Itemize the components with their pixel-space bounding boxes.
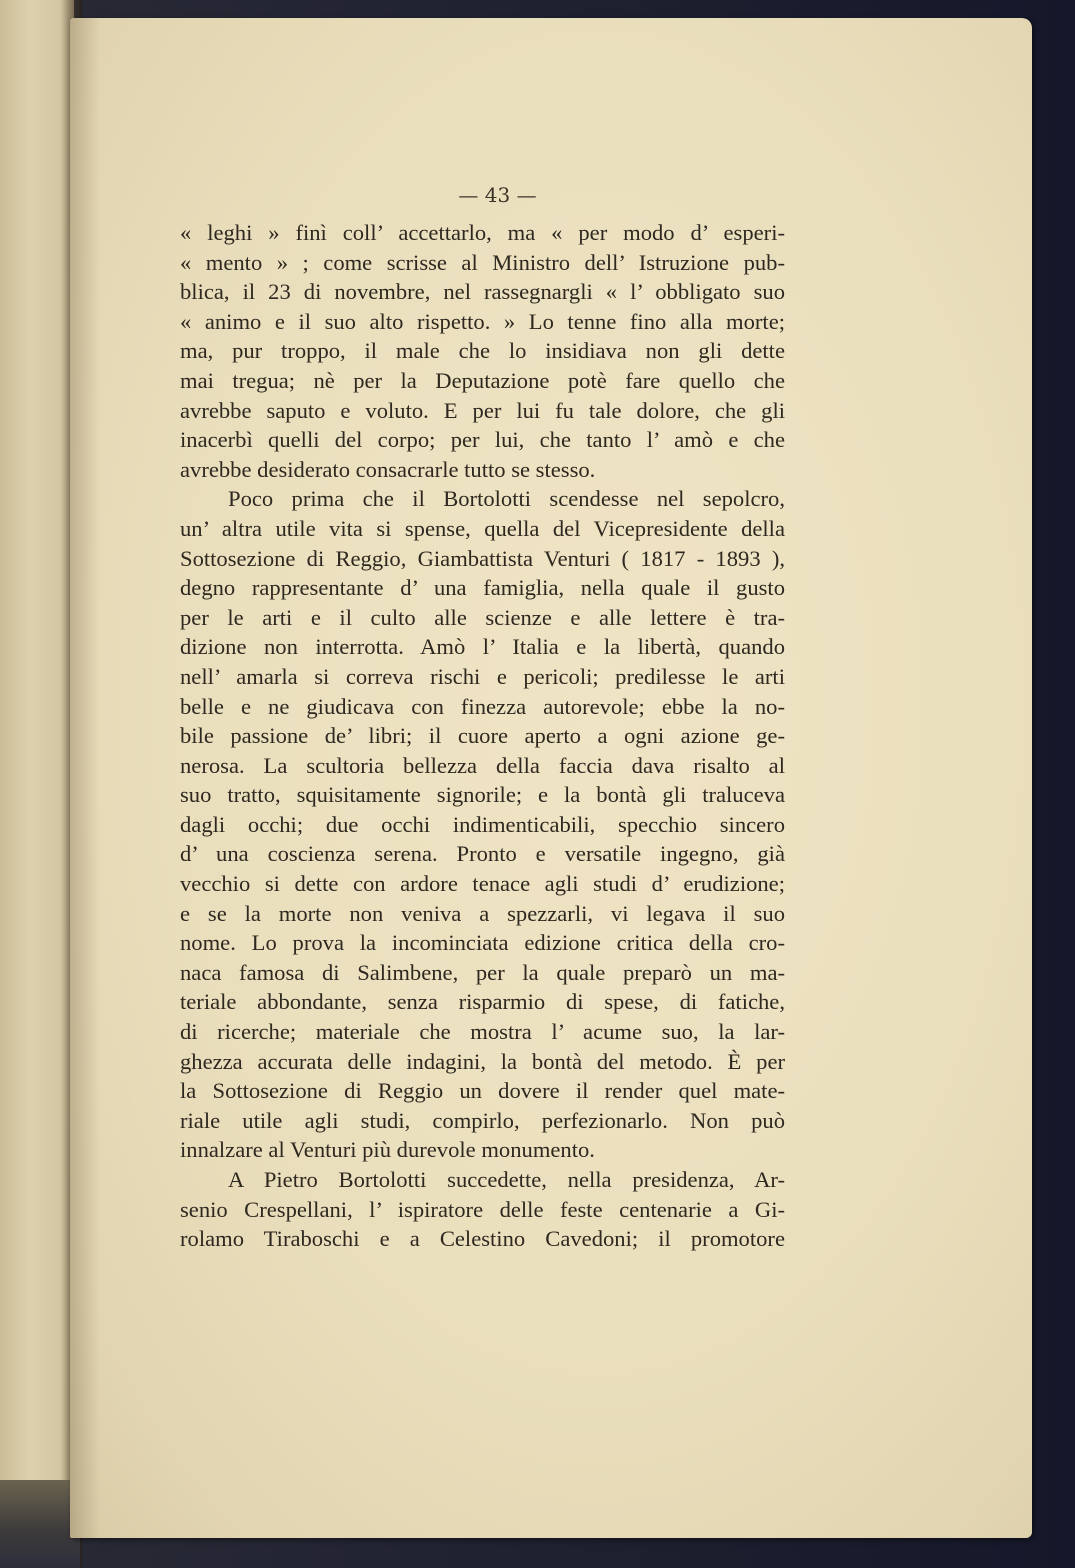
text-line: senio Crespellani, l’ ispiratore delle feste centenarie a Gi- [180, 1196, 785, 1222]
text-line: blica, il 23 di novembre, nel rassegnargli « l’ obbligato suo [180, 279, 785, 305]
page-number: — 43 — [458, 183, 537, 207]
text-line: avrebbe saputo e voluto. E per lui fu tale dolore, che gli [180, 397, 785, 423]
text-line: avrebbe desiderato consacrarle tutto se stesso. [180, 456, 596, 482]
text-line: nell’ amarla si correva rischi e pericoli; predilesse le arti [180, 663, 785, 689]
text-line: « mento » ; come scrisse al Ministro dell’ Istruzione pub- [180, 249, 785, 275]
text-line: teriale abbondante, senza risparmio di spese, di fatiche, [180, 989, 785, 1015]
text-line: riale utile agli studi, compirlo, perfezionarlo. Non può [180, 1107, 785, 1133]
text-line: Sottosezione di Reggio, Giambattista Venturi ( 1817 - 1893 ), [180, 545, 785, 571]
text-line: bile passione de’ libri; il cuore aperto a ogni azione ge- [180, 723, 785, 749]
text-line: ghezza accurata delle indagini, la bontà del metodo. È per [180, 1048, 785, 1074]
body-text [180, 218, 785, 1254]
text-line: degno rappresentante d’ una famiglia, nella quale il gusto [180, 575, 785, 601]
text-line: nome. Lo prova la incominciata edizione critica della cro- [180, 930, 785, 956]
text-line: « leghi » finì coll’ accettarlo, ma « per modo d’ esperi- [180, 220, 785, 245]
text-line: la Sottosezione di Reggio un dovere il render quel mate- [180, 1078, 785, 1104]
book-cover-corner [0, 1480, 80, 1568]
text-line: naca famosa di Salimbene, per la quale preparò un ma- [180, 959, 785, 985]
text-line: « animo e il suo alto rispetto. » Lo tenne fino alla morte; [180, 308, 785, 334]
text-line: belle e ne giudicava con finezza autorevole; ebbe la no- [180, 693, 785, 719]
text-line: mai tregua; nè per la Deputazione potè fare quello che [180, 367, 785, 393]
text-line: innalzare al Venturi più durevole monumento. [180, 1137, 595, 1163]
text-line: nerosa. La scultoria bellezza della faccia dava risalto al [180, 752, 785, 778]
page-gutter-shadow [70, 18, 100, 1538]
text-line: ma, pur troppo, il male che lo insidiava non gli dette [180, 338, 785, 364]
text-line: vecchio si dette con ardore tenace agli studi d’ erudizione; [180, 871, 785, 897]
text-line: suo tratto, squisitamente signorile; e la bontà gli traluceva [180, 782, 785, 808]
text-line: dagli occhi; due occhi indimenticabili, specchio sincero [180, 811, 785, 837]
text-line: A Pietro Bortolotti succedette, nella presidenza, Ar- [228, 1167, 785, 1192]
text-line: di ricerche; materiale che mostra l’ acume suo, la lar- [180, 1019, 785, 1045]
text-line: d’ una coscienza serena. Pronto e versatile ingegno, già [180, 841, 785, 867]
text-line: un’ altra utile vita si spense, quella del Vicepresidente della [180, 515, 785, 541]
text-line: inacerbì quelli del corpo; per lui, che tanto l’ amò e che [180, 427, 785, 453]
text-line: dizione non interrotta. Amò l’ Italia e la libertà, quando [180, 634, 785, 660]
text-line: e se la morte non veniva a spezzarli, vi legava il suo [180, 900, 785, 926]
text-line: rolamo Tiraboschi e a Celestino Cavedoni; il promotore [180, 1226, 785, 1252]
text-line: per le arti e il culto alle scienze e alle lettere è tra- [180, 604, 785, 630]
text-line: Poco prima che il Bortolotti scendesse nel sepolcro, [228, 486, 785, 512]
